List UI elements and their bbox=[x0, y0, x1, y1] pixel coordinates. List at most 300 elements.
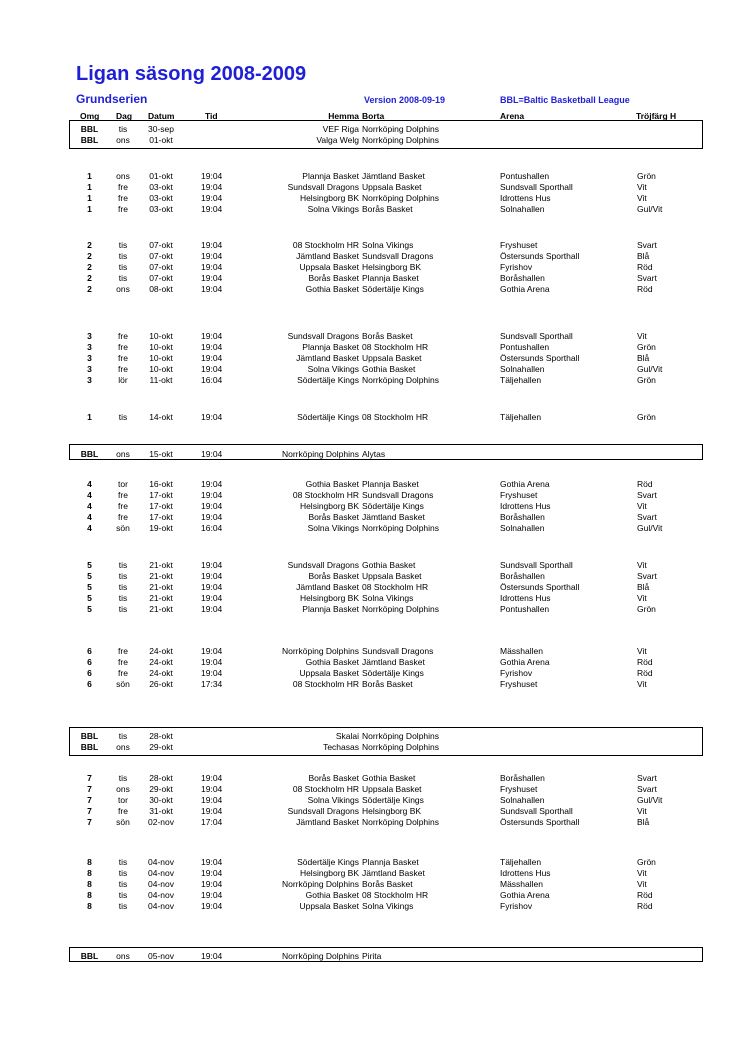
arena-cell: Täljehallen bbox=[500, 857, 542, 867]
hemma-cell: Helsingborg BK bbox=[299, 593, 359, 603]
trojfarg-cell: Röd bbox=[637, 657, 653, 667]
omgang-cell: 3 bbox=[87, 342, 92, 352]
trojfarg-cell: Grön bbox=[637, 412, 656, 422]
omgang-cell: 8 bbox=[87, 857, 92, 867]
trojfarg-cell: Blå bbox=[637, 582, 650, 592]
omgang-cell: BBL bbox=[80, 124, 99, 134]
arena-cell: Idrottens Hus bbox=[500, 593, 551, 603]
trojfarg-cell: Grön bbox=[637, 171, 656, 181]
datum-cell: 07-okt bbox=[149, 262, 173, 272]
trojfarg-cell: Gul/Vit bbox=[637, 523, 663, 533]
trojfarg-cell: Gul/Vit bbox=[637, 795, 663, 805]
arena-cell: Pontushallen bbox=[500, 342, 550, 352]
datum-cell: 30-sep bbox=[148, 124, 174, 134]
datum-cell: 21-okt bbox=[149, 582, 173, 592]
table-row bbox=[0, 501, 746, 512]
dag-cell: tis bbox=[118, 890, 128, 900]
tid-cell: 16:04 bbox=[201, 375, 223, 385]
table-row bbox=[0, 773, 746, 784]
tid-cell: 19:04 bbox=[201, 273, 223, 283]
tid-cell: 19:04 bbox=[201, 857, 223, 867]
omgang-cell: BBL bbox=[80, 731, 99, 741]
dag-cell: tis bbox=[118, 901, 128, 911]
datum-cell: 07-okt bbox=[149, 240, 173, 250]
arena-cell: Solnahallen bbox=[500, 204, 545, 214]
arena-cell: Fryshuset bbox=[500, 679, 538, 689]
arena-cell: Pontushallen bbox=[500, 171, 550, 181]
tid-cell: 19:04 bbox=[201, 582, 223, 592]
hemma-cell: 08 Stockholm HR bbox=[292, 784, 359, 794]
borta-cell: Plannja Basket bbox=[362, 273, 419, 283]
hemma-cell: Gothia Basket bbox=[305, 657, 359, 667]
borta-cell: Plannja Basket bbox=[362, 479, 419, 489]
borta-cell: Helsingborg BK bbox=[362, 806, 422, 816]
borta-cell: Jämtland Basket bbox=[362, 868, 425, 878]
datum-cell: 03-okt bbox=[149, 204, 173, 214]
col-dag: Dag bbox=[116, 111, 133, 121]
borta-cell: Norrköping Dolphins bbox=[362, 731, 440, 741]
borta-cell: 08 Stockholm HR bbox=[362, 342, 429, 352]
tid-cell: 19:04 bbox=[201, 353, 223, 363]
dag-cell: tis bbox=[118, 262, 128, 272]
hemma-cell: 08 Stockholm HR bbox=[292, 490, 359, 500]
tid-cell: 19:04 bbox=[201, 868, 223, 878]
table-row bbox=[0, 901, 746, 912]
datum-cell: 04-nov bbox=[148, 890, 174, 900]
omgang-cell: 3 bbox=[87, 375, 92, 385]
borta-cell: Norrköping Dolphins bbox=[362, 523, 440, 533]
borta-cell: Pirita bbox=[362, 951, 382, 961]
omgang-cell: 2 bbox=[87, 262, 92, 272]
omgang-cell: 1 bbox=[87, 182, 92, 192]
borta-cell: Uppsala Basket bbox=[362, 571, 422, 581]
borta-cell: Norrköping Dolphins bbox=[362, 742, 440, 752]
datum-cell: 07-okt bbox=[149, 273, 173, 283]
tid-cell: 19:04 bbox=[201, 806, 223, 816]
datum-cell: 21-okt bbox=[149, 571, 173, 581]
col-datum: Datum bbox=[148, 111, 175, 121]
arena-cell: Idrottens Hus bbox=[500, 193, 551, 203]
arena-cell: Sundsvall Sporthall bbox=[500, 560, 573, 570]
datum-cell: 24-okt bbox=[149, 668, 173, 678]
tid-cell: 19:04 bbox=[201, 646, 223, 656]
omgang-cell: 7 bbox=[87, 817, 92, 827]
table-row bbox=[0, 679, 746, 690]
version-label: Version 2008-09-19 bbox=[364, 95, 446, 105]
arena-cell: Fryshuset bbox=[500, 490, 538, 500]
tid-cell: 19:04 bbox=[201, 449, 223, 459]
dag-cell: ons bbox=[116, 784, 130, 794]
table-row bbox=[0, 806, 746, 817]
dag-cell: tis bbox=[118, 857, 128, 867]
table-row bbox=[0, 731, 746, 742]
borta-cell: Solna Vikings bbox=[362, 901, 414, 911]
hemma-cell: Solna Vikings bbox=[307, 204, 359, 214]
dag-cell: tis bbox=[118, 240, 128, 250]
hemma-cell: Sundsvall Dragons bbox=[287, 806, 359, 816]
hemma-cell: Helsingborg BK bbox=[299, 501, 359, 511]
tid-cell: 19:04 bbox=[201, 593, 223, 603]
omgang-cell: 2 bbox=[87, 251, 92, 261]
dag-cell: tis bbox=[118, 593, 128, 603]
borta-cell: Jämtland Basket bbox=[362, 657, 425, 667]
dag-cell: fre bbox=[118, 364, 128, 374]
borta-cell: Norrköping Dolphins bbox=[362, 193, 440, 203]
dag-cell: ons bbox=[116, 951, 130, 961]
trojfarg-cell: Blå bbox=[637, 353, 650, 363]
arena-cell: Fyrishov bbox=[500, 668, 533, 678]
arena-cell: Boråshallen bbox=[500, 571, 545, 581]
section-title: Grundserien bbox=[76, 92, 148, 106]
table-row bbox=[0, 742, 746, 753]
trojfarg-cell: Röd bbox=[637, 890, 653, 900]
col-trojfarg: Tröjfärg H bbox=[636, 111, 677, 121]
hemma-cell: Solna Vikings bbox=[307, 795, 359, 805]
borta-cell: Solna Vikings bbox=[362, 593, 414, 603]
table-row bbox=[0, 251, 746, 262]
trojfarg-cell: Grön bbox=[637, 375, 656, 385]
tid-cell: 19:04 bbox=[201, 364, 223, 374]
hemma-cell: Borås Basket bbox=[308, 512, 359, 522]
datum-cell: 21-okt bbox=[149, 593, 173, 603]
borta-cell: Borås Basket bbox=[362, 204, 413, 214]
omgang-cell: 3 bbox=[87, 331, 92, 341]
omgang-cell: 8 bbox=[87, 901, 92, 911]
borta-cell: Norrköping Dolphins bbox=[362, 817, 440, 827]
hemma-cell: Solna Vikings bbox=[307, 364, 359, 374]
datum-cell: 05-nov bbox=[148, 951, 174, 961]
arena-cell: Gothia Arena bbox=[500, 657, 550, 667]
datum-cell: 04-nov bbox=[148, 868, 174, 878]
trojfarg-cell: Röd bbox=[637, 479, 653, 489]
omgang-cell: 5 bbox=[87, 582, 92, 592]
datum-cell: 19-okt bbox=[149, 523, 173, 533]
borta-cell: Södertälje Kings bbox=[362, 501, 424, 511]
datum-cell: 10-okt bbox=[149, 364, 173, 374]
trojfarg-cell: Svart bbox=[637, 273, 657, 283]
datum-cell: 24-okt bbox=[149, 646, 173, 656]
hemma-cell: Gothia Basket bbox=[305, 479, 359, 489]
datum-cell: 30-okt bbox=[149, 795, 173, 805]
tid-cell: 19:04 bbox=[201, 479, 223, 489]
omgang-cell: 8 bbox=[87, 868, 92, 878]
trojfarg-cell: Vit bbox=[637, 560, 647, 570]
hemma-cell: Helsingborg BK bbox=[299, 193, 359, 203]
table-row bbox=[0, 273, 746, 284]
datum-cell: 21-okt bbox=[149, 604, 173, 614]
borta-cell: Jämtland Basket bbox=[362, 512, 425, 522]
table-row bbox=[0, 490, 746, 501]
dag-cell: fre bbox=[118, 657, 128, 667]
borta-cell: Norrköping Dolphins bbox=[362, 124, 440, 134]
omgang-cell: 6 bbox=[87, 657, 92, 667]
dag-cell: tor bbox=[118, 479, 128, 489]
datum-cell: 10-okt bbox=[149, 353, 173, 363]
dag-cell: tis bbox=[118, 582, 128, 592]
hemma-cell: Södertälje Kings bbox=[297, 375, 359, 385]
arena-cell: Sundsvall Sporthall bbox=[500, 331, 573, 341]
table-row bbox=[0, 240, 746, 251]
tid-cell: 19:04 bbox=[201, 171, 223, 181]
trojfarg-cell: Vit bbox=[637, 501, 647, 511]
hemma-cell: Norrköping Dolphins bbox=[281, 879, 359, 889]
omgang-cell: 4 bbox=[87, 479, 92, 489]
omgang-cell: 7 bbox=[87, 784, 92, 794]
dag-cell: sön bbox=[116, 679, 130, 689]
hemma-cell: Sundsvall Dragons bbox=[287, 182, 359, 192]
table-row bbox=[0, 284, 746, 295]
hemma-cell: Valga Welg bbox=[316, 135, 359, 145]
dag-cell: fre bbox=[118, 331, 128, 341]
dag-cell: ons bbox=[116, 135, 130, 145]
omgang-cell: 6 bbox=[87, 668, 92, 678]
tid-cell: 19:04 bbox=[201, 284, 223, 294]
hemma-cell: Sundsvall Dragons bbox=[287, 560, 359, 570]
tid-cell: 17:34 bbox=[201, 679, 223, 689]
tid-cell: 17:04 bbox=[201, 817, 223, 827]
trojfarg-cell: Vit bbox=[637, 331, 647, 341]
omgang-cell: 4 bbox=[87, 501, 92, 511]
arena-cell: Boråshallen bbox=[500, 273, 545, 283]
omgang-cell: 2 bbox=[87, 284, 92, 294]
datum-cell: 17-okt bbox=[149, 501, 173, 511]
table-row bbox=[0, 523, 746, 534]
arena-cell: Östersunds Sporthall bbox=[500, 817, 580, 827]
omgang-cell: BBL bbox=[80, 135, 99, 145]
dag-cell: tis bbox=[118, 273, 128, 283]
omgang-cell: 5 bbox=[87, 571, 92, 581]
tid-cell: 19:04 bbox=[201, 901, 223, 911]
borta-cell: Gothia Basket bbox=[362, 560, 416, 570]
arena-cell: Östersunds Sporthall bbox=[500, 251, 580, 261]
table-row bbox=[0, 890, 746, 901]
borta-cell: Södertälje Kings bbox=[362, 795, 424, 805]
table-row bbox=[0, 135, 746, 146]
borta-cell: 08 Stockholm HR bbox=[362, 582, 429, 592]
arena-cell: Mässhallen bbox=[500, 879, 543, 889]
tid-cell: 19:04 bbox=[201, 193, 223, 203]
arena-cell: Boråshallen bbox=[500, 512, 545, 522]
hemma-cell: Jämtland Basket bbox=[296, 817, 359, 827]
tid-cell: 19:04 bbox=[201, 657, 223, 667]
table-row bbox=[0, 124, 746, 135]
table-row bbox=[0, 182, 746, 193]
hemma-cell: Skalai bbox=[335, 731, 359, 741]
dag-cell: fre bbox=[118, 512, 128, 522]
hemma-cell: Borås Basket bbox=[308, 773, 359, 783]
arena-cell: Boråshallen bbox=[500, 773, 545, 783]
league-legend: BBL=Baltic Basketball League bbox=[500, 95, 630, 105]
dag-cell: tis bbox=[118, 571, 128, 581]
borta-cell: Alytas bbox=[362, 449, 386, 459]
dag-cell: fre bbox=[118, 490, 128, 500]
datum-cell: 04-nov bbox=[148, 857, 174, 867]
table-row bbox=[0, 193, 746, 204]
tid-cell: 19:04 bbox=[201, 773, 223, 783]
dag-cell: fre bbox=[118, 646, 128, 656]
table-row bbox=[0, 512, 746, 523]
table-row bbox=[0, 604, 746, 615]
hemma-cell: Sundsvall Dragons bbox=[287, 331, 359, 341]
arena-cell: Täljehallen bbox=[500, 412, 542, 422]
tid-cell: 19:04 bbox=[201, 560, 223, 570]
arena-cell: Sundsvall Sporthall bbox=[500, 182, 573, 192]
omgang-cell: 7 bbox=[87, 795, 92, 805]
dag-cell: ons bbox=[116, 284, 130, 294]
datum-cell: 01-okt bbox=[149, 171, 173, 181]
arena-cell: Mässhallen bbox=[500, 646, 543, 656]
trojfarg-cell: Gul/Vit bbox=[637, 204, 663, 214]
table-row bbox=[0, 342, 746, 353]
datum-cell: 10-okt bbox=[149, 342, 173, 352]
borta-cell: Uppsala Basket bbox=[362, 784, 422, 794]
dag-cell: tis bbox=[118, 868, 128, 878]
trojfarg-cell: Vit bbox=[637, 806, 647, 816]
arena-cell: Idrottens Hus bbox=[500, 501, 551, 511]
hemma-cell: Gothia Basket bbox=[305, 284, 359, 294]
borta-cell: Helsingborg BK bbox=[362, 262, 422, 272]
borta-cell: Gothia Basket bbox=[362, 364, 416, 374]
borta-cell: Sundsvall Dragons bbox=[362, 490, 434, 500]
dag-cell: fre bbox=[118, 342, 128, 352]
datum-cell: 16-okt bbox=[149, 479, 173, 489]
trojfarg-cell: Svart bbox=[637, 571, 657, 581]
tid-cell: 19:04 bbox=[201, 668, 223, 678]
trojfarg-cell: Svart bbox=[637, 784, 657, 794]
dag-cell: fre bbox=[118, 193, 128, 203]
trojfarg-cell: Röd bbox=[637, 262, 653, 272]
hemma-cell: Plannja Basket bbox=[302, 342, 359, 352]
tid-cell: 16:04 bbox=[201, 523, 223, 533]
datum-cell: 08-okt bbox=[149, 284, 173, 294]
datum-cell: 29-okt bbox=[149, 784, 173, 794]
table-row bbox=[0, 879, 746, 890]
borta-cell: Uppsala Basket bbox=[362, 182, 422, 192]
datum-cell: 03-okt bbox=[149, 193, 173, 203]
hemma-cell: Uppsala Basket bbox=[299, 668, 359, 678]
dag-cell: fre bbox=[118, 501, 128, 511]
tid-cell: 19:04 bbox=[201, 251, 223, 261]
arena-cell: Gothia Arena bbox=[500, 479, 550, 489]
hemma-cell: Norrköping Dolphins bbox=[281, 951, 359, 961]
trojfarg-cell: Grön bbox=[637, 342, 656, 352]
omgang-cell: 6 bbox=[87, 679, 92, 689]
tid-cell: 19:04 bbox=[201, 204, 223, 214]
table-row bbox=[0, 857, 746, 868]
hemma-cell: Gothia Basket bbox=[305, 890, 359, 900]
borta-cell: 08 Stockholm HR bbox=[362, 890, 429, 900]
trojfarg-cell: Svart bbox=[637, 240, 657, 250]
trojfarg-cell: Grön bbox=[637, 604, 656, 614]
arena-cell: Fryshuset bbox=[500, 240, 538, 250]
col-borta: Borta bbox=[362, 111, 385, 121]
datum-cell: 01-okt bbox=[149, 135, 173, 145]
datum-cell: 17-okt bbox=[149, 512, 173, 522]
arena-cell: Solnahallen bbox=[500, 523, 545, 533]
trojfarg-cell: Röd bbox=[637, 284, 653, 294]
tid-cell: 19:04 bbox=[201, 951, 223, 961]
borta-cell: Jämtland Basket bbox=[362, 171, 425, 181]
table-row bbox=[0, 353, 746, 364]
datum-cell: 28-okt bbox=[149, 731, 173, 741]
trojfarg-cell: Blå bbox=[637, 817, 650, 827]
dag-cell: tis bbox=[118, 604, 128, 614]
table-row bbox=[0, 784, 746, 795]
datum-cell: 17-okt bbox=[149, 490, 173, 500]
dag-cell: fre bbox=[118, 806, 128, 816]
datum-cell: 29-okt bbox=[149, 742, 173, 752]
table-row bbox=[0, 375, 746, 386]
table-row bbox=[0, 171, 746, 182]
dag-cell: sön bbox=[116, 523, 130, 533]
table-row bbox=[0, 582, 746, 593]
dag-cell: tis bbox=[118, 773, 128, 783]
dag-cell: tis bbox=[118, 879, 128, 889]
tid-cell: 19:04 bbox=[201, 490, 223, 500]
borta-cell: Uppsala Basket bbox=[362, 353, 422, 363]
trojfarg-cell: Svart bbox=[637, 512, 657, 522]
borta-cell: Södertälje Kings bbox=[362, 284, 424, 294]
omgang-cell: 3 bbox=[87, 353, 92, 363]
borta-cell: Sundsvall Dragons bbox=[362, 251, 434, 261]
borta-cell: Borås Basket bbox=[362, 679, 413, 689]
datum-cell: 21-okt bbox=[149, 560, 173, 570]
omgang-cell: 8 bbox=[87, 879, 92, 889]
arena-cell: Idrottens Hus bbox=[500, 868, 551, 878]
hemma-cell: Norrköping Dolphins bbox=[281, 449, 359, 459]
borta-cell: Borås Basket bbox=[362, 879, 413, 889]
trojfarg-cell: Vit bbox=[637, 879, 647, 889]
omgang-cell: 5 bbox=[87, 560, 92, 570]
tid-cell: 19:04 bbox=[201, 342, 223, 352]
datum-cell: 07-okt bbox=[149, 251, 173, 261]
table-row bbox=[0, 571, 746, 582]
borta-cell: 08 Stockholm HR bbox=[362, 412, 429, 422]
omgang-cell: 1 bbox=[87, 193, 92, 203]
trojfarg-cell: Vit bbox=[637, 182, 647, 192]
dag-cell: tis bbox=[118, 731, 128, 741]
dag-cell: sön bbox=[116, 817, 130, 827]
omgang-cell: 1 bbox=[87, 204, 92, 214]
dag-cell: tis bbox=[118, 124, 128, 134]
hemma-cell: Plannja Basket bbox=[302, 604, 359, 614]
omgang-cell: 4 bbox=[87, 523, 92, 533]
dag-cell: fre bbox=[118, 182, 128, 192]
dag-cell: ons bbox=[116, 171, 130, 181]
hemma-cell: Helsingborg BK bbox=[299, 868, 359, 878]
col-tid: Tid bbox=[205, 111, 218, 121]
hemma-cell: Jämtland Basket bbox=[296, 353, 359, 363]
trojfarg-cell: Svart bbox=[637, 773, 657, 783]
trojfarg-cell: Vit bbox=[637, 646, 647, 656]
table-row bbox=[0, 449, 746, 460]
arena-cell: Sundsvall Sporthall bbox=[500, 806, 573, 816]
tid-cell: 19:04 bbox=[201, 784, 223, 794]
borta-cell: Norrköping Dolphins bbox=[362, 604, 440, 614]
hemma-cell: VEF Riga bbox=[322, 124, 359, 134]
borta-cell: Solna Vikings bbox=[362, 240, 414, 250]
borta-cell: Sundsvall Dragons bbox=[362, 646, 434, 656]
trojfarg-cell: Vit bbox=[637, 679, 647, 689]
table-row bbox=[0, 795, 746, 806]
datum-cell: 10-okt bbox=[149, 331, 173, 341]
hemma-cell: Södertälje Kings bbox=[297, 412, 359, 422]
hemma-cell: Techasas bbox=[323, 742, 359, 752]
datum-cell: 28-okt bbox=[149, 773, 173, 783]
arena-cell: Fyrishov bbox=[500, 901, 533, 911]
datum-cell: 24-okt bbox=[149, 657, 173, 667]
omgang-cell: 3 bbox=[87, 364, 92, 374]
